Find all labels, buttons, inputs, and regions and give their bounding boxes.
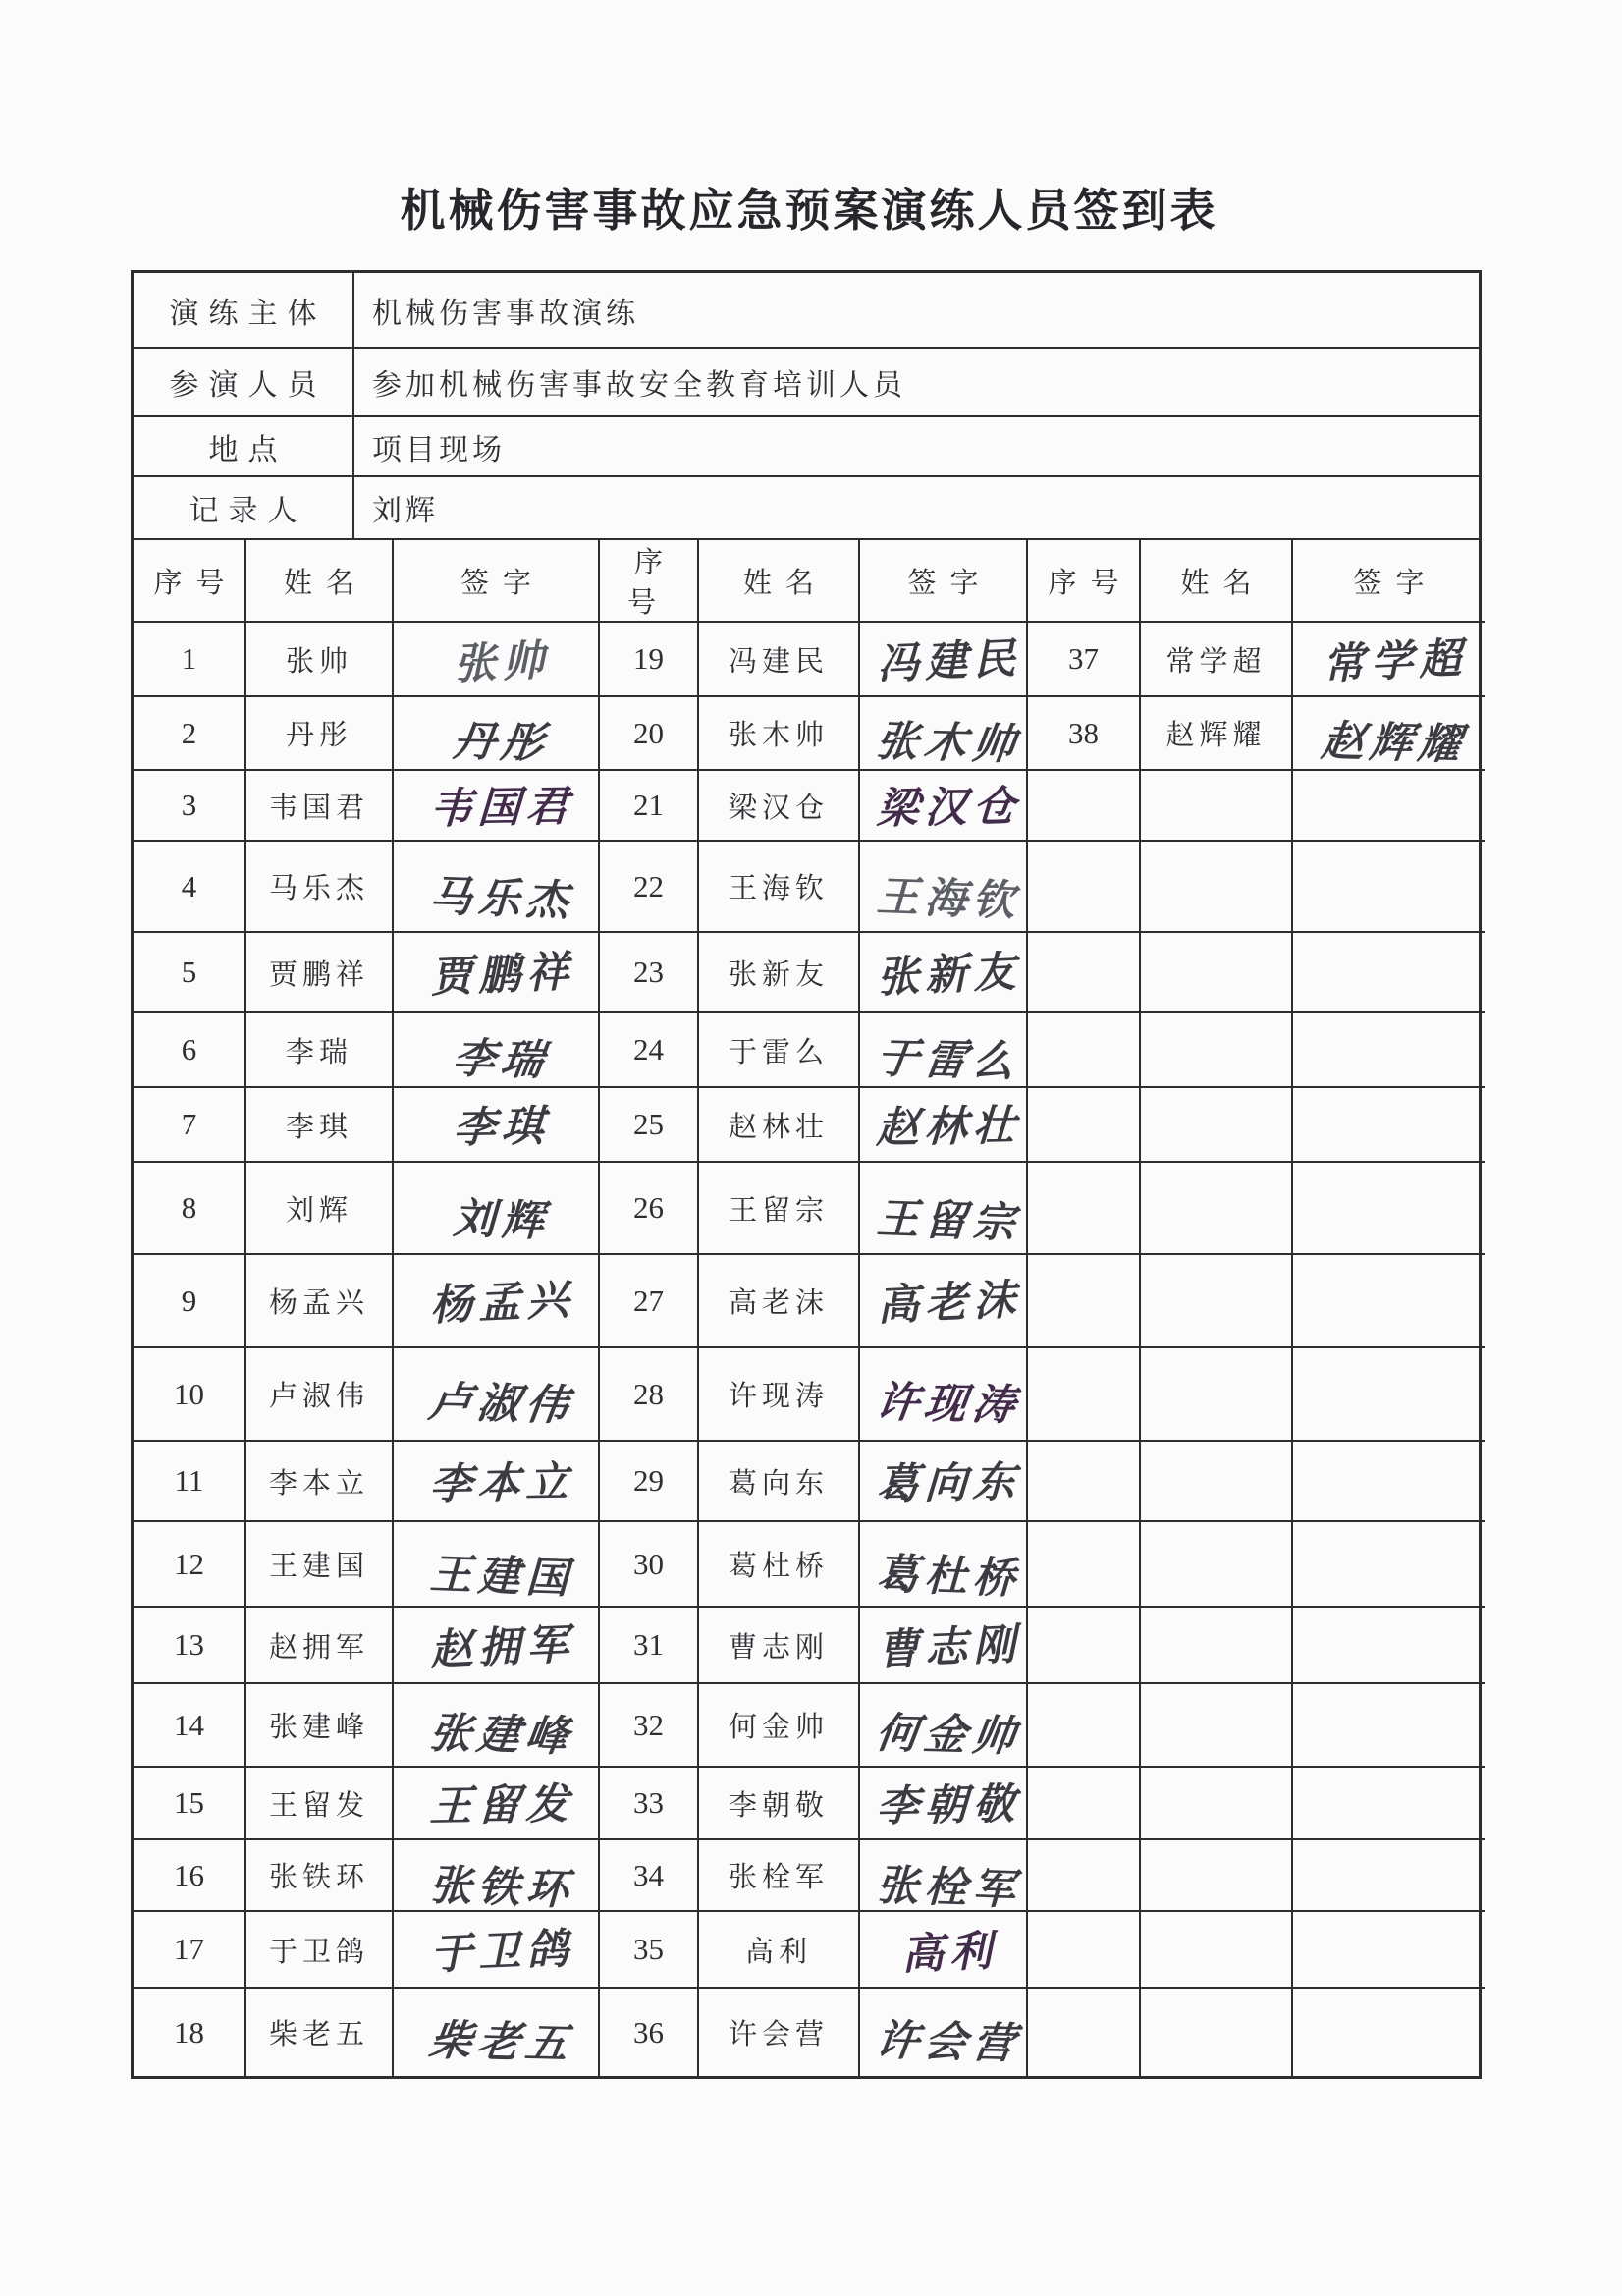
name-cell — [1140, 1441, 1292, 1521]
name-cell — [1140, 1347, 1292, 1441]
signature-handwriting: 葛杜桥 — [875, 1550, 1022, 1605]
serial-cell: 32 — [599, 1683, 698, 1767]
name-cell: 马乐杰 — [245, 841, 393, 932]
signature-handwriting: 许现涛 — [873, 1378, 1024, 1431]
roster-row — [134, 1683, 1485, 1767]
signature-handwriting: 李朝敬 — [875, 1778, 1023, 1831]
serial-cell: 20 — [599, 696, 698, 770]
roster-row — [134, 1521, 1485, 1607]
signature-handwriting: 于卫鸽 — [428, 1924, 575, 1980]
name-cell: 刘辉 — [245, 1162, 393, 1254]
name-cell: 韦国君 — [245, 770, 393, 841]
name-cell: 柴老五 — [245, 1988, 393, 2076]
signature-handwriting: 葛向东 — [875, 1456, 1023, 1509]
signature-cell — [393, 932, 599, 1012]
signature-handwriting: 丹彤 — [450, 717, 553, 769]
signature-handwriting: 赵辉耀 — [1319, 717, 1470, 770]
signature-handwriting: 贾鹏祥 — [428, 947, 575, 1003]
signature-cell — [859, 1683, 1027, 1767]
signature-handwriting: 王海钦 — [875, 872, 1022, 927]
signature-cell — [859, 696, 1027, 770]
name-cell: 何金帅 — [698, 1683, 859, 1767]
roster-row — [134, 932, 1485, 1012]
name-cell — [1140, 1254, 1292, 1347]
info-row-location — [134, 417, 1479, 477]
name-cell: 赵辉耀 — [1140, 696, 1292, 770]
signature-cell — [393, 1087, 599, 1162]
name-cell: 于雷么 — [698, 1012, 859, 1087]
info-value: 项目现场 — [372, 433, 506, 466]
name-cell — [1140, 1988, 1292, 2076]
signature-cell — [859, 1347, 1027, 1441]
signature-cell — [393, 1012, 599, 1087]
info-row-participants — [134, 349, 1479, 417]
serial-cell: 16 — [134, 1839, 245, 1911]
serial-cell: 12 — [134, 1521, 245, 1607]
name-cell: 高利 — [698, 1911, 859, 1988]
serial-cell: 8 — [134, 1162, 245, 1254]
signature-cell — [859, 770, 1027, 841]
name-cell: 许现涛 — [698, 1347, 859, 1441]
signature-cell — [1292, 1911, 1485, 1988]
name-cell — [1140, 1767, 1292, 1839]
serial-cell: 19 — [599, 622, 698, 696]
roster-row — [134, 1911, 1485, 1988]
roster-row — [134, 1767, 1485, 1839]
serial-cell: 11 — [134, 1441, 245, 1521]
serial-cell: 1 — [134, 622, 245, 696]
serial-cell: 5 — [134, 932, 245, 1012]
signature-cell — [393, 1521, 599, 1607]
signature-cell — [859, 841, 1027, 932]
roster-row — [134, 622, 1485, 696]
serial-cell — [1027, 932, 1140, 1012]
name-cell: 李朝敬 — [698, 1767, 859, 1839]
roster-row — [134, 770, 1485, 841]
name-cell — [1140, 1607, 1292, 1683]
serial-cell: 33 — [599, 1767, 698, 1839]
signature-handwriting: 王留宗 — [875, 1193, 1022, 1248]
signature-cell — [859, 1521, 1027, 1607]
serial-cell — [1027, 770, 1140, 841]
signature-handwriting: 冯建民 — [876, 633, 1023, 689]
signature-cell — [1292, 1162, 1485, 1254]
serial-cell — [1027, 841, 1140, 932]
serial-cell: 31 — [599, 1607, 698, 1683]
signature-cell — [859, 1441, 1027, 1521]
header-signature: 签字 — [1292, 540, 1485, 622]
roster-row — [134, 1254, 1485, 1347]
name-cell: 丹彤 — [245, 696, 393, 770]
signature-handwriting: 李本立 — [428, 1456, 575, 1509]
serial-cell: 10 — [134, 1347, 245, 1441]
info-label: 记录人 — [134, 477, 354, 538]
serial-cell: 17 — [134, 1911, 245, 1988]
signature-handwriting: 韦国君 — [428, 781, 575, 834]
serial-cell: 24 — [599, 1012, 698, 1087]
signature-cell — [393, 1767, 599, 1839]
signature-cell — [393, 696, 599, 770]
signature-cell — [1292, 1683, 1485, 1767]
serial-cell — [1027, 1087, 1140, 1162]
info-row-recorder — [134, 477, 1479, 540]
roster-row — [134, 1087, 1485, 1162]
serial-cell: 14 — [134, 1683, 245, 1767]
serial-cell: 2 — [134, 696, 245, 770]
sign-in-table — [131, 270, 1482, 2079]
signature-cell — [1292, 1087, 1485, 1162]
serial-cell — [1027, 1162, 1140, 1254]
signature-cell — [393, 770, 599, 841]
serial-cell: 6 — [134, 1012, 245, 1087]
name-cell: 许会营 — [698, 1988, 859, 2076]
name-cell: 李本立 — [245, 1441, 393, 1521]
info-label: 参演人员 — [134, 349, 354, 415]
header-serial: 序号 — [1027, 540, 1140, 622]
signature-handwriting: 刘辉 — [452, 1193, 551, 1246]
serial-cell — [1027, 1767, 1140, 1839]
name-cell — [1140, 1683, 1292, 1767]
signature-cell — [1292, 1607, 1485, 1683]
serial-cell: 3 — [134, 770, 245, 841]
name-cell: 王海钦 — [698, 841, 859, 932]
name-cell: 赵拥军 — [245, 1607, 393, 1683]
name-cell: 李琪 — [245, 1087, 393, 1162]
serial-cell — [1027, 1607, 1140, 1683]
serial-cell: 37 — [1027, 622, 1140, 696]
signature-handwriting: 高利 — [899, 1926, 999, 1980]
header-serial: 序号 — [134, 540, 245, 622]
signature-cell — [859, 1012, 1027, 1087]
signature-cell — [393, 1988, 599, 2076]
name-cell: 张帅 — [245, 622, 393, 696]
name-cell: 高老沫 — [698, 1254, 859, 1347]
name-cell: 葛杜桥 — [698, 1521, 859, 1607]
signature-handwriting: 梁汉仓 — [875, 781, 1023, 834]
signature-handwriting: 于雷么 — [873, 1033, 1024, 1087]
signature-cell — [1292, 1012, 1485, 1087]
header-signature: 签字 — [393, 540, 599, 622]
signature-cell — [393, 1254, 599, 1347]
signature-handwriting: 张铁环 — [428, 1861, 574, 1916]
signature-handwriting: 张新友 — [876, 947, 1023, 1003]
roster-row — [134, 1988, 1485, 2076]
header-name: 姓名 — [698, 540, 859, 622]
signature-handwriting: 卢淑伟 — [425, 1378, 577, 1431]
info-value: 参加机械伤害事故安全教育培训人员 — [372, 369, 906, 402]
info-label: 地点 — [134, 417, 354, 475]
serial-cell: 30 — [599, 1521, 698, 1607]
signature-cell — [393, 1911, 599, 1988]
serial-cell: 21 — [599, 770, 698, 841]
name-cell: 曹志刚 — [698, 1607, 859, 1683]
signature-handwriting: 马乐杰 — [428, 872, 574, 927]
serial-cell — [1027, 1683, 1140, 1767]
signature-cell — [1292, 1767, 1485, 1839]
name-cell: 卢淑伟 — [245, 1347, 393, 1441]
signature-cell — [1292, 770, 1485, 841]
signature-handwriting: 王留发 — [428, 1778, 575, 1831]
serial-cell — [1027, 1988, 1140, 2076]
signature-handwriting: 赵林壮 — [875, 1100, 1023, 1153]
page-title: 机械伤害事故应急预案演练人员签到表 — [400, 184, 1218, 237]
name-cell: 于卫鸽 — [245, 1911, 393, 1988]
signature-cell — [859, 1162, 1027, 1254]
name-cell — [1140, 1839, 1292, 1911]
signature-cell — [393, 1683, 599, 1767]
signature-cell — [1292, 841, 1485, 932]
signature-handwriting: 何金帅 — [873, 1709, 1024, 1762]
name-cell: 杨孟兴 — [245, 1254, 393, 1347]
roster-header-row — [134, 540, 1485, 622]
name-cell: 贾鹏祥 — [245, 932, 393, 1012]
signature-cell — [1292, 622, 1485, 696]
serial-cell: 15 — [134, 1767, 245, 1839]
roster-table — [134, 540, 1485, 2076]
signature-cell — [859, 1607, 1027, 1683]
signature-handwriting: 曹志刚 — [876, 1619, 1023, 1675]
signature-cell — [393, 1441, 599, 1521]
name-cell — [1140, 841, 1292, 932]
serial-cell: 4 — [134, 841, 245, 932]
signature-cell — [1292, 696, 1485, 770]
signature-handwriting: 李瑞 — [450, 1033, 553, 1085]
signature-handwriting: 张木帅 — [873, 717, 1024, 770]
signature-cell — [859, 1767, 1027, 1839]
roster-row — [134, 1607, 1485, 1683]
serial-cell: 34 — [599, 1839, 698, 1911]
serial-cell: 26 — [599, 1162, 698, 1254]
name-cell: 张铁环 — [245, 1839, 393, 1911]
name-cell: 常学超 — [1140, 622, 1292, 696]
signature-handwriting: 张帅 — [453, 635, 552, 689]
name-cell: 张木帅 — [698, 696, 859, 770]
serial-cell: 38 — [1027, 696, 1140, 770]
name-cell: 冯建民 — [698, 622, 859, 696]
signature-handwriting: 高老沫 — [876, 1275, 1023, 1331]
signature-handwriting: 许会营 — [873, 2016, 1024, 2069]
roster-row — [134, 1162, 1485, 1254]
serial-cell — [1027, 1911, 1140, 1988]
name-cell: 王留宗 — [698, 1162, 859, 1254]
serial-cell: 36 — [599, 1988, 698, 2076]
serial-cell: 22 — [599, 841, 698, 932]
signature-cell — [1292, 932, 1485, 1012]
signature-cell — [393, 841, 599, 932]
serial-cell — [1027, 1839, 1140, 1911]
signature-cell — [859, 1839, 1027, 1916]
roster-row — [134, 1347, 1485, 1441]
signature-handwriting: 赵拥军 — [428, 1619, 575, 1675]
signature-handwriting: 杨孟兴 — [428, 1275, 575, 1331]
serial-cell: 18 — [134, 1988, 245, 2076]
signature-cell — [859, 932, 1027, 1012]
signature-cell — [1292, 1347, 1485, 1441]
serial-cell — [1027, 1441, 1140, 1521]
signature-handwriting: 王建国 — [428, 1550, 574, 1605]
info-value: 刘辉 — [372, 495, 439, 527]
signature-cell — [859, 1988, 1027, 2076]
signature-cell — [1292, 1441, 1485, 1521]
header-signature: 签字 — [859, 540, 1027, 622]
header-name: 姓名 — [245, 540, 393, 622]
signature-cell — [859, 1911, 1027, 1988]
signature-cell — [393, 1607, 599, 1683]
name-cell: 张新友 — [698, 932, 859, 1012]
name-cell — [1140, 1162, 1292, 1254]
name-cell — [1140, 1012, 1292, 1087]
serial-cell — [1027, 1254, 1140, 1347]
signature-cell — [1292, 1521, 1485, 1607]
signature-handwriting: 常学超 — [1322, 633, 1469, 689]
signature-cell — [393, 1162, 599, 1254]
serial-cell: 27 — [599, 1254, 698, 1347]
signature-cell — [1292, 1254, 1485, 1347]
name-cell: 葛向东 — [698, 1441, 859, 1521]
info-value: 机械伤害事故演练 — [372, 297, 639, 330]
name-cell: 梁汉仓 — [698, 770, 859, 841]
signature-handwriting: 柴老五 — [425, 2016, 577, 2069]
name-cell: 张建峰 — [245, 1683, 393, 1767]
signature-cell — [1292, 1839, 1485, 1911]
roster-row — [134, 1012, 1485, 1087]
name-cell: 赵林壮 — [698, 1087, 859, 1162]
name-cell: 王建国 — [245, 1521, 393, 1607]
signature-cell — [393, 1347, 599, 1441]
serial-cell — [1027, 1012, 1140, 1087]
serial-cell: 35 — [599, 1911, 698, 1988]
signature-cell — [859, 622, 1027, 696]
signature-handwriting: 张栓军 — [875, 1861, 1022, 1916]
serial-cell: 28 — [599, 1347, 698, 1441]
name-cell — [1140, 1087, 1292, 1162]
header-serial: 序号 — [599, 540, 698, 622]
signature-cell — [1292, 1988, 1485, 2076]
serial-cell — [1027, 1347, 1140, 1441]
name-cell — [1140, 1911, 1292, 1988]
serial-cell — [1027, 1521, 1140, 1607]
signature-cell — [859, 1087, 1027, 1162]
name-cell — [1140, 770, 1292, 841]
serial-cell: 9 — [134, 1254, 245, 1347]
name-cell: 王留发 — [245, 1767, 393, 1839]
serial-cell: 7 — [134, 1087, 245, 1162]
info-row-drill-subject — [134, 273, 1479, 349]
name-cell — [1140, 1521, 1292, 1607]
info-label: 演练主体 — [134, 273, 354, 347]
serial-cell: 23 — [599, 932, 698, 1012]
serial-cell: 29 — [599, 1441, 698, 1521]
roster-row — [134, 696, 1485, 770]
roster-row — [134, 1441, 1485, 1521]
signature-cell — [393, 622, 599, 696]
signature-cell — [393, 1839, 599, 1916]
serial-cell: 13 — [134, 1607, 245, 1683]
name-cell: 张栓军 — [698, 1839, 859, 1911]
signature-handwriting: 张建峰 — [425, 1709, 577, 1762]
signature-handwriting: 李琪 — [452, 1101, 552, 1153]
name-cell: 李瑞 — [245, 1012, 393, 1087]
name-cell — [1140, 932, 1292, 1012]
serial-cell: 25 — [599, 1087, 698, 1162]
signature-cell — [859, 1254, 1027, 1347]
header-name: 姓名 — [1140, 540, 1292, 622]
roster-row — [134, 1839, 1485, 1911]
roster-row — [134, 841, 1485, 932]
